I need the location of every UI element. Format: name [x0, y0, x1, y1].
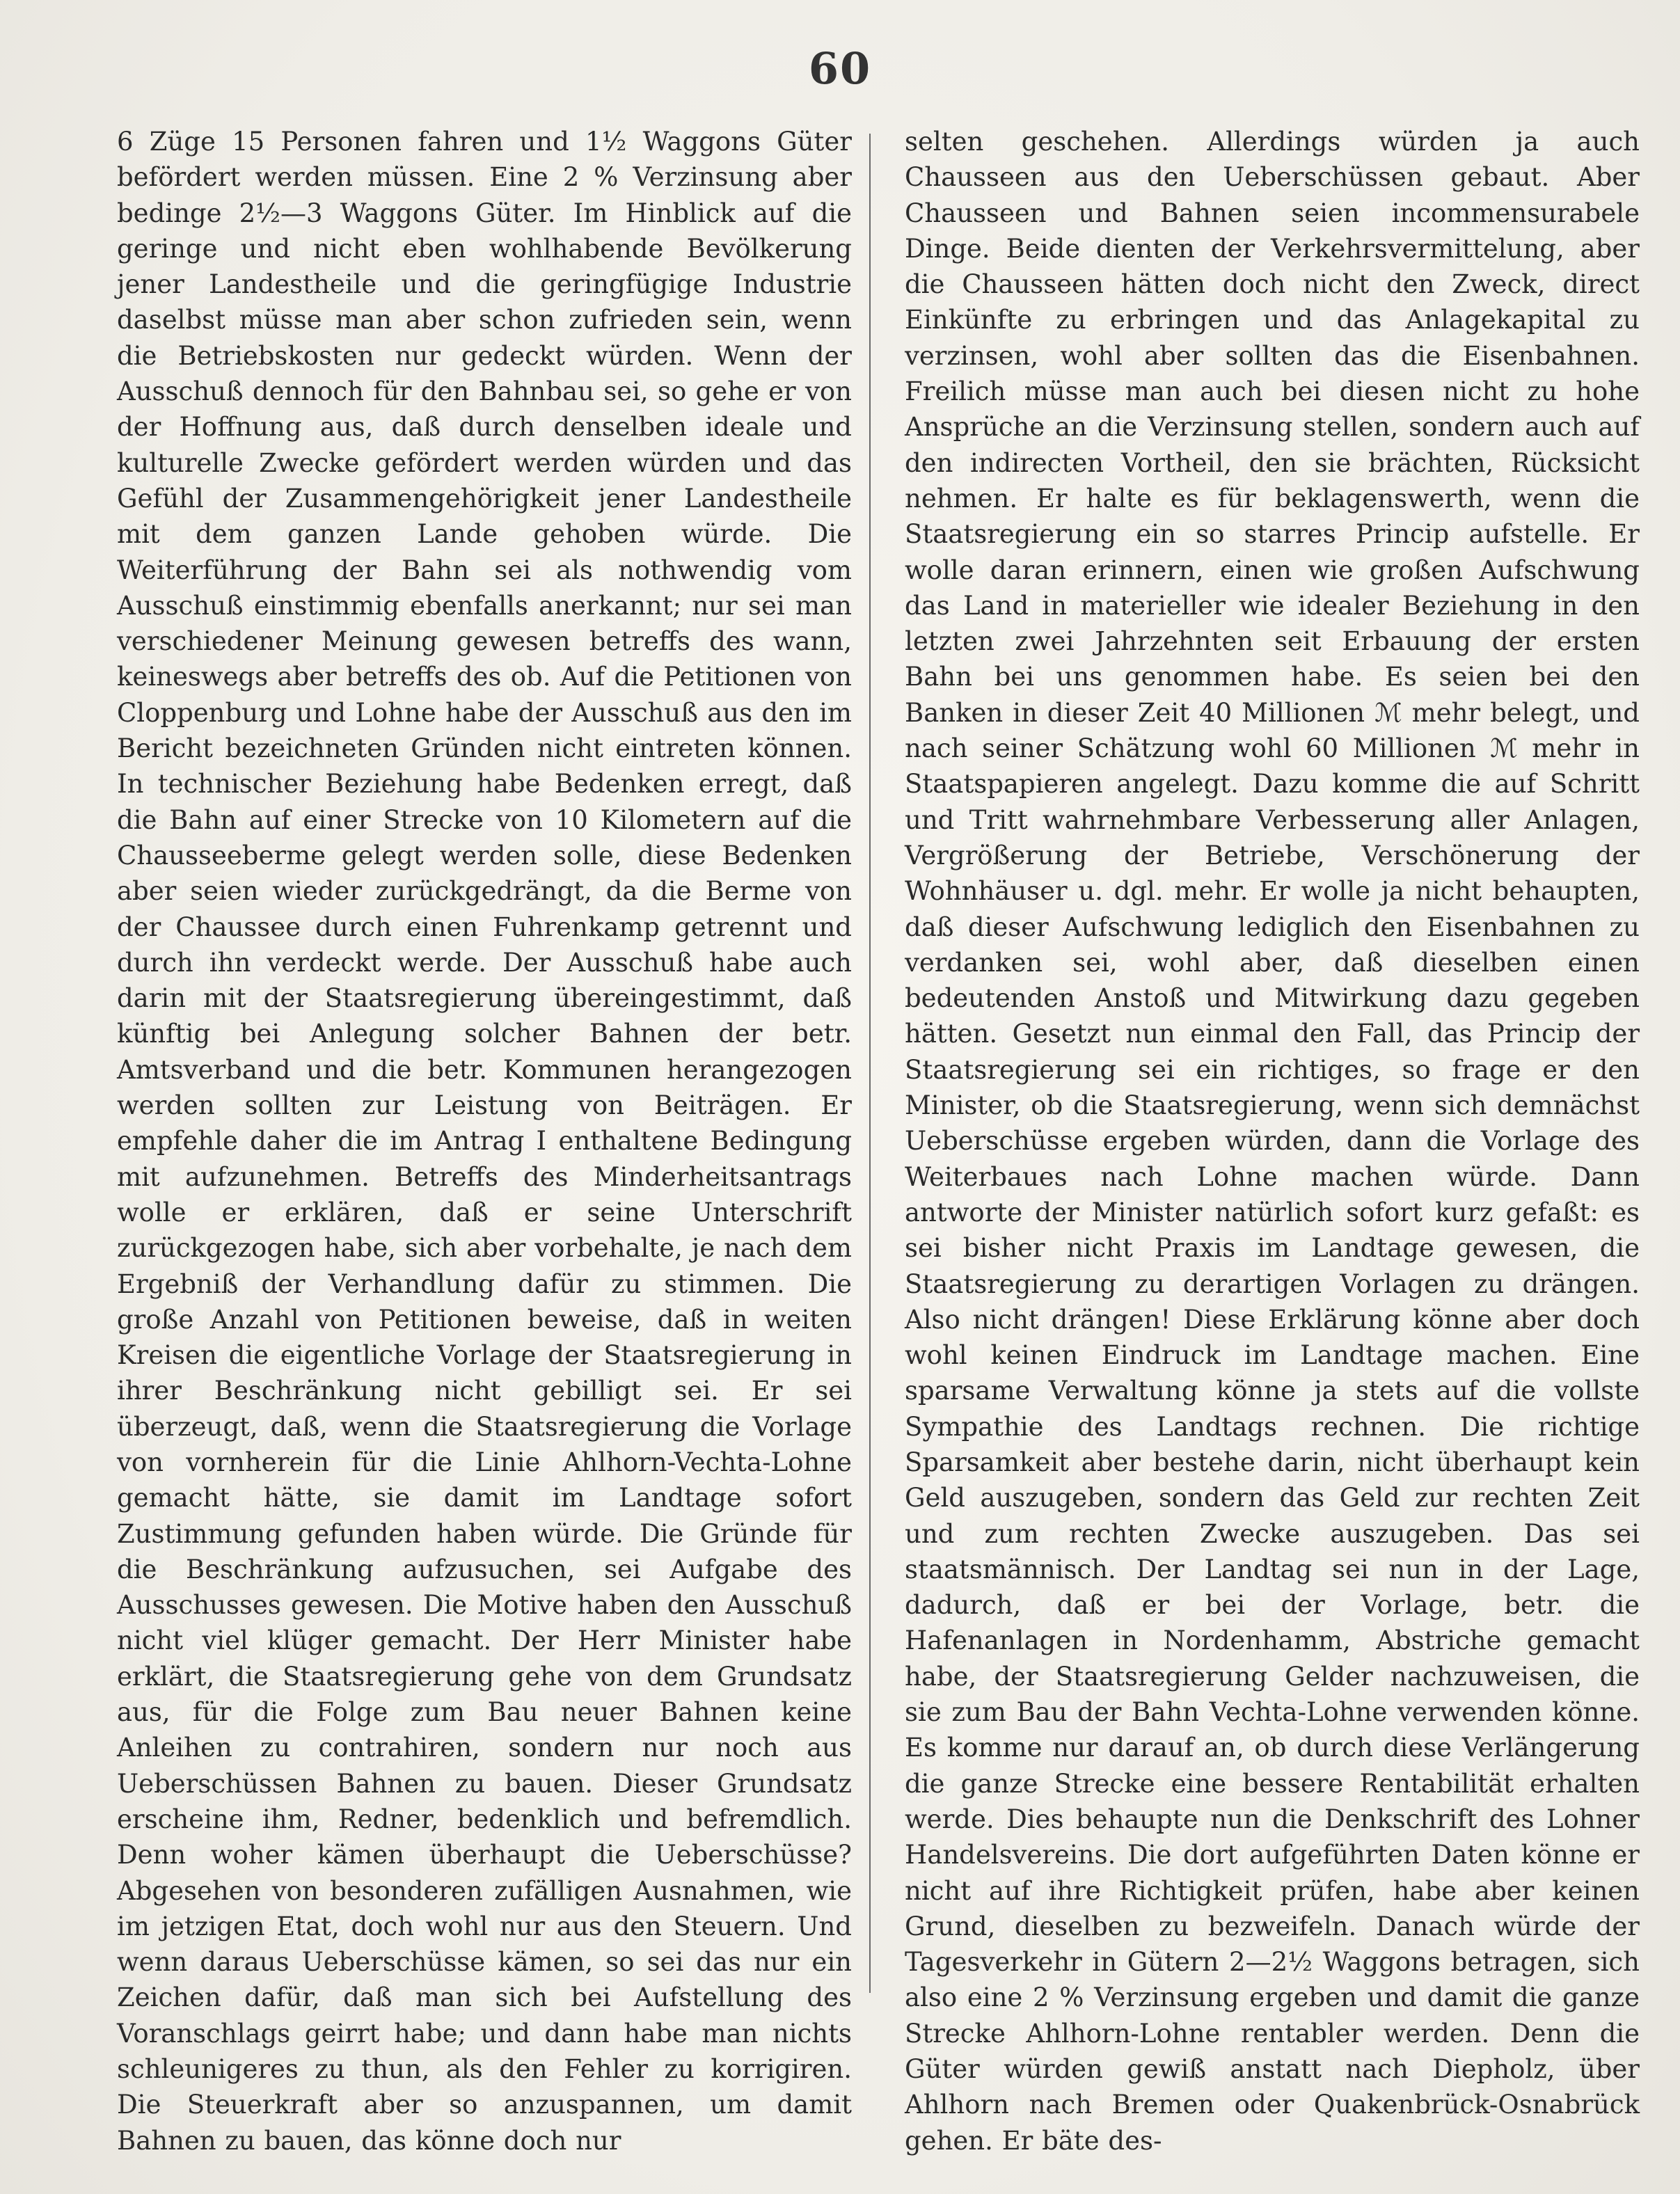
left-column	[117, 124, 852, 2159]
right-column	[905, 124, 1640, 2159]
right-column-text: selten geschehen. Allerdings würden ja auch Chausseen aus den Ueberschüssen gebaut. Aber Chausseen und Bahnen seien incommensurabele Dinge. Beide dienten der Verkehrsvermittelung, aber die Chausseen hätten doch nicht den Zweck, direct Einkünfte zu erbringen und das Anlagekapital zu verzinsen, wohl aber sollten das die Eisenbahnen. Freilich müsse man auch bei diesen nicht zu hohe Ansprüche an die Verzinsung stellen, sondern auch auf den indirecten Vortheil, den sie brächten, Rücksicht nehmen. Er halte es für beklagenswerth, wenn die Staatsregierung ein so starres Princip aufstelle. Er wolle daran erinnern, einen wie großen Aufschwung das Land in materieller wie idealer Beziehung in den letzten zwei Jahrzehnten seit Erbauung der ersten Bahn bei uns genommen habe. Es seien bei den Banken in dieser Zeit 40 Millionen ℳ mehr belegt, und nach seiner Schätzung wohl 60 Millionen ℳ mehr in Staatspapieren angelegt. Dazu komme die auf Schritt und Tritt wahrnehmbare Verbesserung aller Anlagen, Vergrößerung der Betriebe, Verschönerung der Wohnhäuser u. dgl. mehr. Er wolle ja nicht behaupten, daß dieser Aufschwung lediglich den Eisenbahnen zu verdanken sei, wohl aber, daß dieselben einen bedeutenden Anstoß und Mitwirkung dazu gegeben hätten. Gesetzt nun einmal den Fall, das Princip der Staatsregierung sei ein richtiges, so frage er den Minister, ob die Staatsregierung, wenn sich demnächst Ueberschüsse ergeben würden, dann die Vorlage des Weiterbaues nach Lohne machen würde. Dann antworte der Minister natürlich sofort kurz gefaßt: es sei bisher nicht Praxis im Landtage gewesen, die Staatsregierung zu derartigen Vorlagen zu drängen. Also nicht drängen! Diese Erklärung könne aber doch wohl keinen Eindruck im Landtage machen. Eine sparsame Verwaltung könne ja stets auf die vollste Sympathie des Landtags rechnen. Die richtige Sparsamkeit aber bestehe darin, nicht überhaupt kein Geld auszugeben, sondern das Geld zur rechten Zeit und zum rechten Zwecke auszugeben. Das sei staatsmännisch. Der Landtag sei nun in der Lage, dadurch, daß er bei der Vorlage, betr. die Hafenanlagen in Nordenhamm, Abstriche gemacht habe, der Staatsregierung Gelder nachzuweisen, die sie zum Bau der Bahn Vechta-Lohne verwenden könne. Es komme nur darauf an, ob durch diese Verlängerung die ganze Strecke eine bessere Rentabilität erhalten werde. Dies behaupte nun die Denkschrift des Lohner Handelsvereins. Die dort aufgeführten Daten könne er nicht auf ihre Richtigkeit prüfen, habe aber keinen Grund, dieselben zu bezweifeln. Danach würde der Tagesverkehr in Gütern 2—2½ Waggons betragen, sich also eine 2 % Verzinsung ergeben und damit die ganze Strecke Ahlhorn-Lohne rentabler werden. Denn die Güter würden gewiß anstatt nach Diepholz, über Ahlhorn nach Bremen oder Quakenbrück-Osnabrück gehen. Er bäte des-	[905, 127, 1640, 2156]
column-divider	[869, 134, 871, 1993]
page-number: 60	[808, 43, 872, 94]
left-column-text: 6 Züge 15 Personen fahren und 1½ Waggons Güter befördert werden müssen. Eine 2 % Verzinsung aber bedinge 2½—3 Waggons Güter. Im Hinblick auf die geringe und nicht eben wohlhabende Bevölkerung jener Landestheile und die geringfügige Industrie daselbst müsse man aber schon zufrieden sein, wenn die Betriebskosten nur gedeckt würden. Wenn der Ausschuß dennoch für den Bahnbau sei, so gehe er von der Hoffnung aus, daß durch denselben ideale und kulturelle Zwecke gefördert werden würden und das Gefühl der Zusammengehörigkeit jener Landestheile mit dem ganzen Lande gehoben würde. Die Weiterführung der Bahn sei als nothwendig vom Ausschuß einstimmig ebenfalls anerkannt; nur sei man verschiedener Meinung gewesen betreffs des wann, keineswegs aber betreffs des ob. Auf die Petitionen von Cloppenburg und Lohne habe der Ausschuß aus den im Bericht bezeichneten Gründen nicht eintreten können. In technischer Beziehung habe Bedenken erregt, daß die Bahn auf einer Strecke von 10 Kilometern auf die Chausseeberme gelegt werden solle, diese Bedenken aber seien wieder zurückgedrängt, da die Berme von der Chaussee durch einen Fuhrenkamp getrennt und durch ihn verdeckt werde. Der Ausschuß habe auch darin mit der Staatsregierung übereingestimmt, daß künftig bei Anlegung solcher Bahnen der betr. Amtsverband und die betr. Kommunen herangezogen werden sollten zur Leistung von Beiträgen. Er empfehle daher die im Antrag I enthaltene Bedingung mit aufzunehmen. Betreffs des Minderheitsantrags wolle er erklären, daß er seine Unterschrift zurückgezogen habe, sich aber vorbehalte, je nach dem Ergebniß der Verhandlung dafür zu stimmen. Die große Anzahl von Petitionen beweise, daß in weiten Kreisen die eigentliche Vorlage der Staatsregierung in ihrer Beschränkung nicht gebilligt sei. Er sei überzeugt, daß, wenn die Staatsregierung die Vorlage von vornherein für die Linie Ahlhorn-Vechta-Lohne gemacht hätte, sie damit im Landtage sofort Zustimmung gefunden haben würde. Die Gründe für die Beschränkung aufzusuchen, sei Aufgabe des Ausschusses gewesen. Die Motive haben den Ausschuß nicht viel klüger gemacht. Der Herr Minister habe erklärt, die Staatsregierung gehe von dem Grundsatz aus, für die Folge zum Bau neuer Bahnen keine Anleihen zu contrahiren, sondern nur noch aus Ueberschüssen Bahnen zu bauen. Dieser Grundsatz erscheine ihm, Redner, bedenklich und befremdlich. Denn woher kämen überhaupt die Ueberschüsse? Abgesehen von besonderen zufälligen Ausnahmen, wie im jetzigen Etat, doch wohl nur aus den Steuern. Und wenn daraus Ueberschüsse kämen, so sei das nur ein Zeichen dafür, daß man sich bei Aufstellung des Voranschlags geirrt habe; und dann habe man nichts schleunigeres zu thun, als den Fehler zu korrigiren. Die Steuerkraft aber so anzuspannen, um damit Bahnen zu bauen, das könne doch nur	[117, 127, 852, 2156]
